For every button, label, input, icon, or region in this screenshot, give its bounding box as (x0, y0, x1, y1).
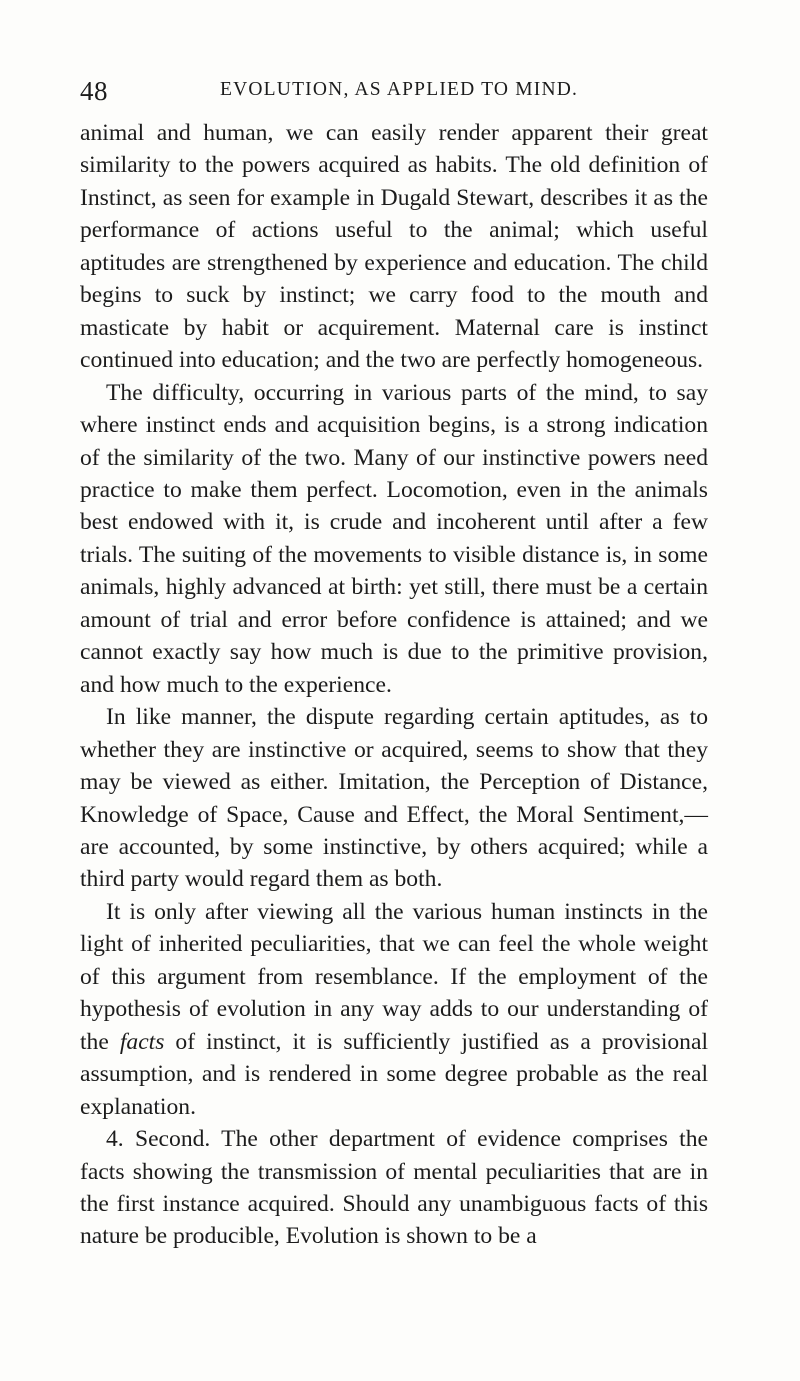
running-title: EVOLUTION, AS APPLIED TO MIND. (220, 79, 579, 100)
page-number: 48 (80, 76, 108, 106)
paragraph-text: 4. Second. The other department of evidence comprises the facts showing the transmission of mental peculiarities that are in the first instance acquired. Should any unambiguous facts of this nature be producible, Evolution is shown to be a (80, 1126, 708, 1250)
paragraph-instinct-acquisition (80, 377, 708, 702)
body-text (80, 117, 708, 1253)
running-head (80, 76, 710, 112)
paragraph-second-evidence (80, 1123, 708, 1253)
paragraph-text: It is only after viewing all the various human instincts in the light of inherited peculiarities, that we can feel the whole weight of this argument from resemblance. If the employment of the hypothesis of evolution in any way adds to our understanding of the (80, 898, 708, 1055)
paragraph-inherited-peculiarities (80, 896, 708, 1123)
paragraph-text: In like manner, the dispute regarding certain aptitudes, as to whether they are instinctive or acquired, seems to show that they may be viewed as either. Imitation, the Perception of Distance, Knowledge of Space, Cause and Effect, the Moral Sentiment,—are accounted, by some instinctive, by others acquired; while a third party would regard them as both. (80, 704, 708, 893)
paragraph-text: of instinct, it is sufficiently justified as a provisional assumption, and is rendered in some degree probable as the real explanation. (80, 1028, 708, 1120)
paragraph-disputed-aptitudes (80, 701, 708, 896)
paragraph-text: The difficulty, occurring in various parts of the mind, to say where instinct ends and acquisition begins, is a strong indication of the similarity of the two. Many of our instinctive powers need practice to make them perfect. Locomotion, even in the animals best endowed with it, is crude and incoherent until after a few trials. The suiting of the movements to visible distance is, in some animals, highly advanced at birth: yet still, there must be a certain amount of trial and error before confidence is attained; and we cannot exactly say how much is due to the primitive provision, and how much to the experience. (80, 379, 708, 698)
paragraph-text: animal and human, we can easily render apparent their great similarity to the powers acquired as habits. The old definition of Instinct, as seen for example in Dugald Stewart, describes it as the performance of actions useful to the animal; which useful aptitudes are strengthened by experience and education. The child begins to suck by instinct; we carry food to the mouth and masticate by habit or acquirement. Maternal care is instinct continued into education; and the two are perfectly homogeneous. (80, 120, 708, 374)
emphasis-facts: facts (119, 1028, 165, 1055)
paragraph-instinct-habit (80, 117, 708, 377)
